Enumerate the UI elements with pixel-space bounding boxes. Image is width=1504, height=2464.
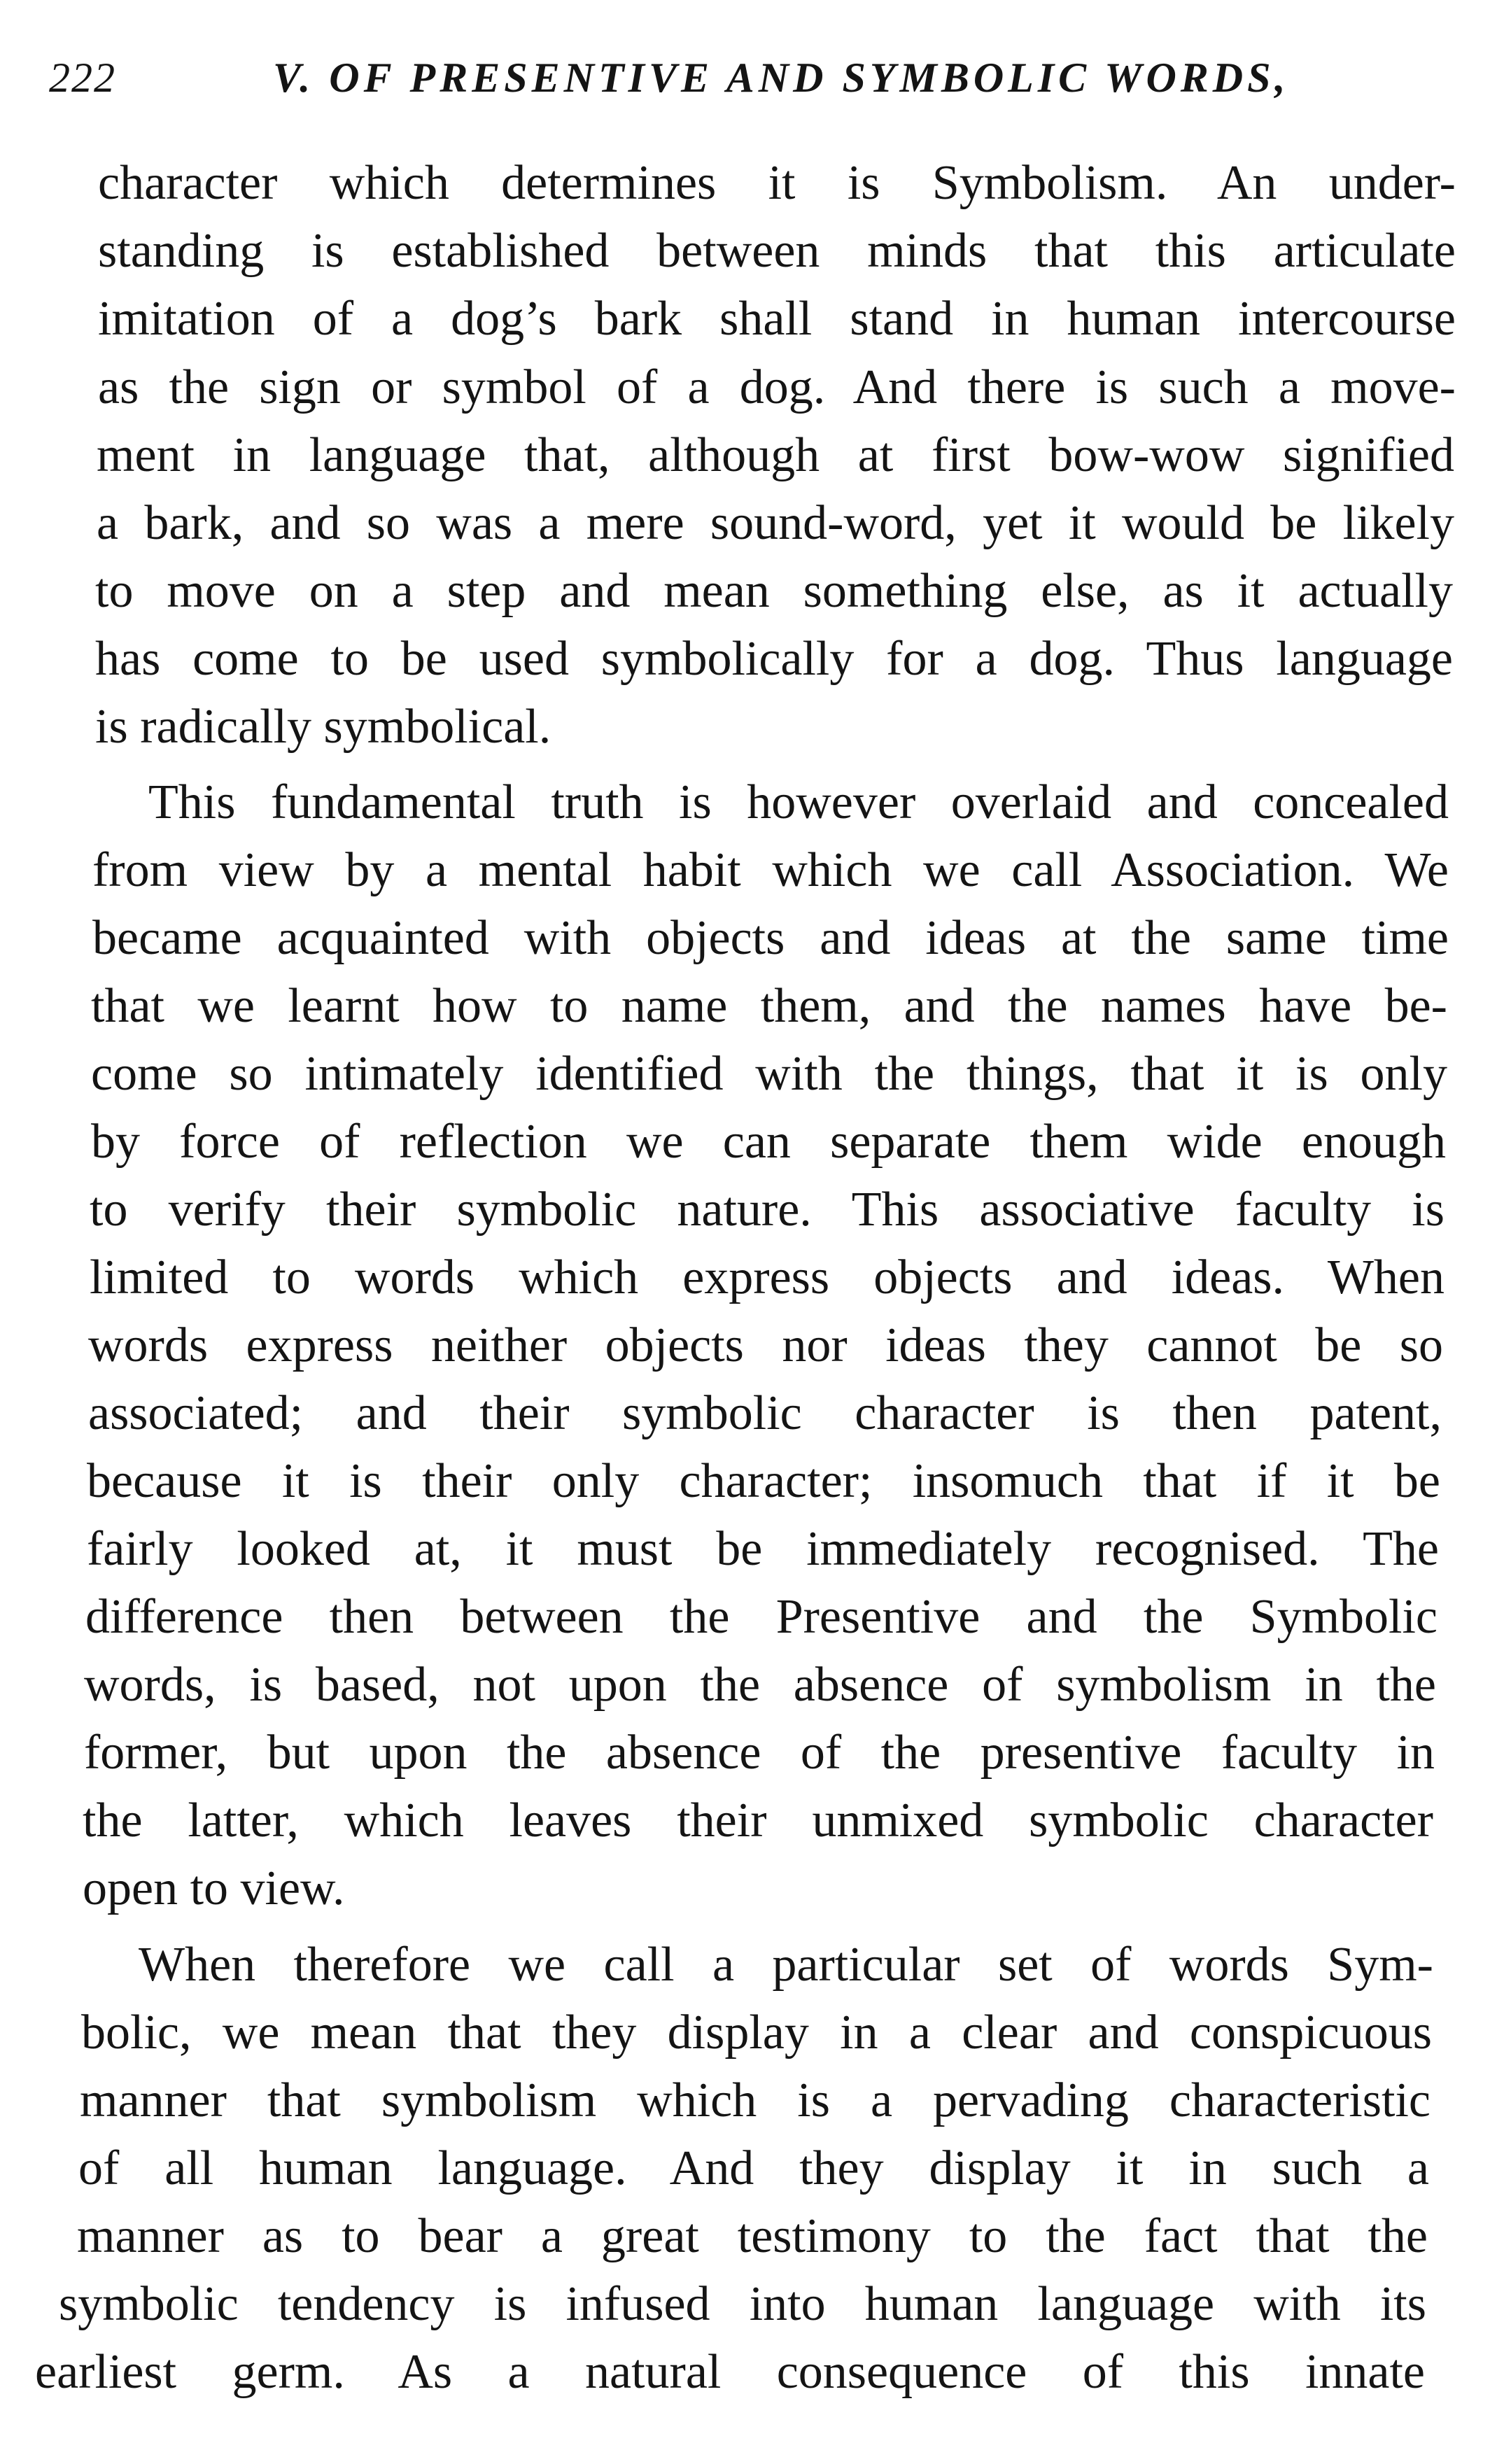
text-line: open to view. <box>83 1861 345 1915</box>
text-line: of all human language. And they display it in such a <box>78 2141 1429 2195</box>
text-line: because it is their only character; insomuch that if it be <box>87 1454 1440 1508</box>
text-line: character which determines it is Symbolism. An under- <box>98 156 1456 210</box>
text-line: as the sign or symbol of a dog. And there is such a move- <box>98 360 1456 414</box>
text-line: to move on a step and mean something else, as it actually <box>95 564 1453 618</box>
text-line: a bark, and so was a mere sound-word, yet it would be likely <box>97 496 1454 550</box>
text-line: This fundamental truth is however overlaid and concealed <box>148 775 1449 829</box>
text-line: symbolic tendency is infused into human language with its <box>59 2277 1426 2331</box>
page-header <box>49 39 1442 116</box>
running-head: V. OF PRESENTIVE AND SYMBOLIC WORDS, <box>273 55 1290 101</box>
text-line: earliest germ. As a natural consequence of this innate <box>35 2345 1425 2399</box>
text-line: words, is based, not upon the absence of symbolism in the <box>84 1658 1436 1712</box>
text-line: became acquainted with objects and ideas at the same time <box>92 911 1449 965</box>
text-line: to verify their symbolic nature. This associative faculty is <box>90 1183 1445 1237</box>
text-line: manner that symbolism which is a pervading characteristic <box>80 2074 1431 2127</box>
text-line: bolic, we mean that they display in a clear and conspicuous <box>81 2006 1432 2060</box>
text-line: has come to be used symbolically for a dog. Thus language <box>95 632 1453 686</box>
text-line: from view by a mental habit which we call Association. We <box>92 843 1449 897</box>
text-line: that we learnt how to name them, and the names have be- <box>91 979 1447 1033</box>
text-line: fairly looked at, it must be immediately recognised. The <box>87 1522 1439 1576</box>
text-line: associated; and their symbolic character is then patent, <box>88 1386 1442 1440</box>
text-line: ment in language that, although at first bow-wow signified <box>97 428 1454 482</box>
text-line: standing is established between minds that this articulate <box>98 224 1456 278</box>
text-line: the latter, which leaves their unmixed symbolic character <box>83 1794 1433 1847</box>
text-line: former, but upon the absence of the presentive faculty in <box>84 1726 1435 1780</box>
text-line: imitation of a dog’s bark shall stand in human intercourse <box>98 292 1456 346</box>
text-line: manner as to bear a great testimony to the fact that the <box>77 2209 1428 2263</box>
text-line: limited to words which express objects and ideas. When <box>90 1251 1445 1304</box>
page-number: 222 <box>49 55 116 101</box>
text-line: by force of reflection we can separate them wide enough <box>91 1115 1446 1169</box>
text-line: difference then between the Presentive and the Symbolic <box>85 1590 1438 1644</box>
text-line: When therefore we call a particular set of words Sym- <box>139 1938 1433 1992</box>
text-line: is radically symbolical. <box>95 700 551 754</box>
text-line: come so intimately identified with the things, that it is only <box>91 1047 1447 1101</box>
text-line: words express neither objects nor ideas they cannot be so <box>88 1318 1443 1372</box>
